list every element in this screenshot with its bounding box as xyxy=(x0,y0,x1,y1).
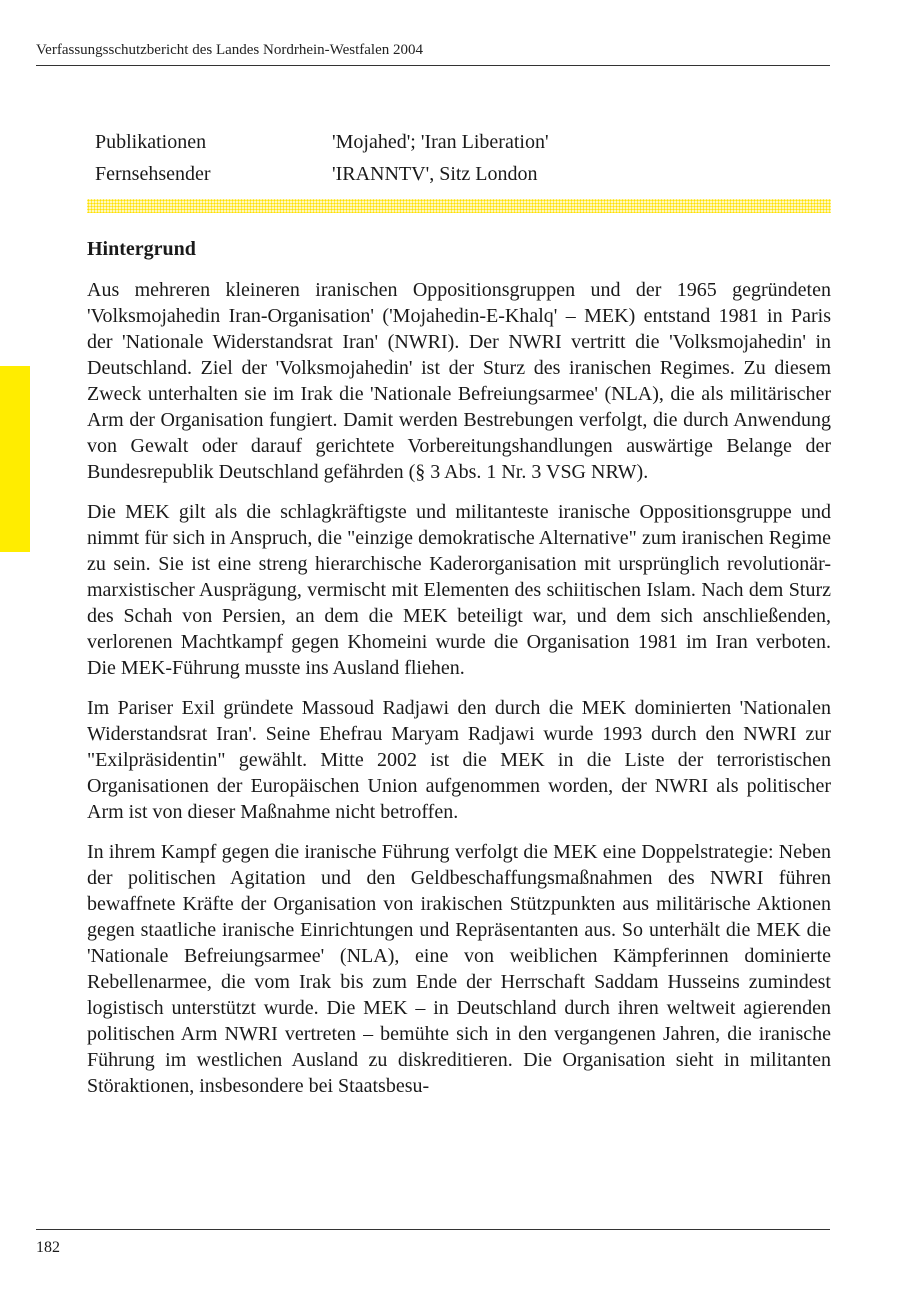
info-row-publications xyxy=(95,126,549,158)
info-value: 'IRANNTV', Sitz London xyxy=(332,163,538,185)
info-label: Fernsehsender xyxy=(95,163,211,185)
paragraph-background: Aus mehreren kleineren iranischen Oppositionsgruppen und der 1965 gegründeten 'Volksmojahedin Iran-Organisation' ('Mojahedin-E-Khalq' – MEK) entstand 1981 in Paris der 'Nationale Widerstandsrat Iran' (NWRI). Der NWRI vertritt die 'Volksmojahedin' in Deutschland. Ziel der 'Volksmojahedin' ist der Sturz des iranischen Regimes. Zu diesem Zweck unterhalten sie im Irak die 'Nationale Befreiungsarmee' (NLA), die als militärischer Arm der Organisation fungiert. Damit werden Bestrebungen verfolgt, die durch Anwendung von Gewalt oder darauf gerichtete Vorbereitungshandlungen auswärtige Belange der Bundesrepublik Deutschland gefährden (§ 3 Abs. 1 Nr. 3 VSG NRW). xyxy=(87,279,831,483)
dotted-separator xyxy=(87,199,831,213)
info-label: Publikationen xyxy=(95,131,207,153)
info-table xyxy=(95,126,549,190)
main-content xyxy=(87,235,831,1113)
chapter-marker-tab xyxy=(0,366,30,552)
section-heading: Hintergrund xyxy=(87,238,196,260)
paragraph-mek-profile: Die MEK gilt als die schlagkräftigste und militanteste iranische Oppositionsgruppe und nimmt für sich in Anspruch, die "einzige demokratische Alternative" zum iranischen Regime zu sein. Sie ist eine streng hierarchische Kaderorganisation mit ursprünglich revolutionär-marxistischer Ausprägung, vermischt mit Elementen des schiitischen Islam. Nach dem Sturz des Schah von Persien, an dem die MEK beteiligt war, und dem sich anschließenden, verlorenen Machtkampf gegen Khomeini wurde die Organisation 1981 im Iran verboten. Die MEK-Führung musste ins Ausland fliehen. xyxy=(87,501,831,679)
paragraph-exile: Im Pariser Exil gründete Massoud Radjawi den durch die MEK dominierten 'Nationalen Widerstandsrat Iran'. Seine Ehefrau Maryam Radjawi wurde 1993 durch den NWRI zur "Exilpräsidentin" gewählt. Mitte 2002 ist die MEK in die Liste der terroristischen Organisationen der Europäischen Union aufgenommen worden, der NWRI als politischer Arm ist von dieser Maßnahme nicht betroffen. xyxy=(87,697,831,823)
page-header-title: Verfassungsschutzbericht des Landes Nordrhein-Westfalen 2004 xyxy=(36,42,424,58)
info-row-tv-station xyxy=(95,158,549,190)
paragraph-strategy: In ihrem Kampf gegen die iranische Führung verfolgt die MEK eine Doppelstrategie: Neben der politischen Agitation und den Geldbeschaffungsmaßnahmen des NWRI führen bewaffnete Kräfte der Organisation von irakischen Stützpunkten aus militärische Aktionen gegen staatliche iranische Einrichtungen und Repräsentanten aus. So unterhält die MEK die 'Nationale Befreiungsarmee' (NLA), eine von weiblichen Kämpferinnen dominierte Rebellenarmee, die vom Irak bis zum Ende der Herrschaft Saddam Husseins zumindest logistisch unterstützt wurde. Die MEK – in Deutschland durch ihren weltweit agierenden politischen Arm NWRI vertreten – bemühte sich in den vergangenen Jahren, die iranische Führung im westlichen Ausland zu diskreditieren. Die Organisation sieht in militanten Störaktionen, insbesondere bei Staatsbesu- xyxy=(87,841,831,1097)
footer-divider xyxy=(36,1229,830,1230)
page-number: 182 xyxy=(36,1239,60,1256)
header-divider xyxy=(36,65,830,66)
info-value: 'Mojahed'; 'Iran Liberation' xyxy=(332,131,549,153)
